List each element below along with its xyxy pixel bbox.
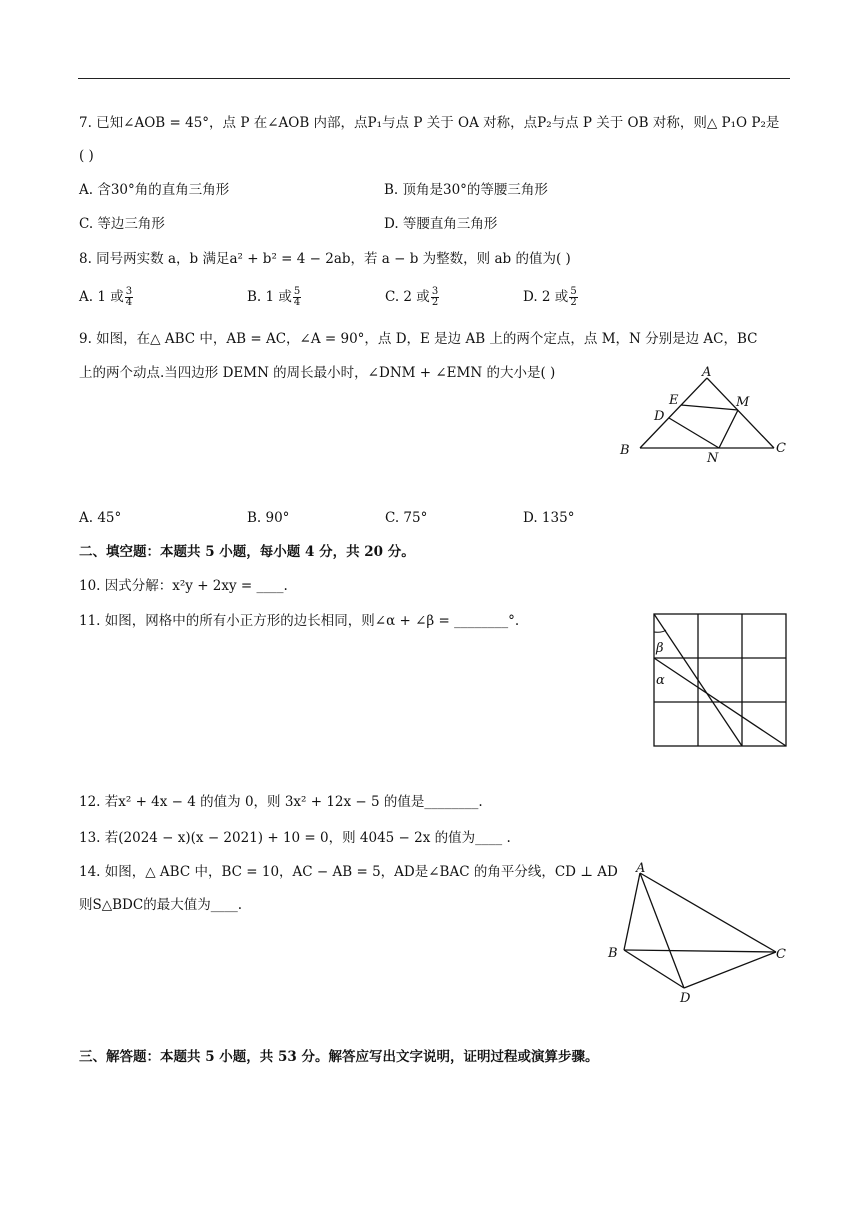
q9-option-b[interactable]: B. 90° <box>247 510 290 526</box>
q8-option-b-prefix: B. 1 或 <box>247 289 292 305</box>
q9-stem-line2: 上的两个动点.当四边形 DEMN 的周长最小时，∠DNM + ∠EMN 的大小是( ) <box>79 365 556 381</box>
q7-answer-bracket: ( ) <box>79 148 94 164</box>
q8-option-d[interactable] <box>523 287 579 308</box>
q14-stem-line1: 14. 如图，△ ABC 中，BC = 10，AC − AB = 5，AD是∠BAC 的角平分线，CD ⊥ AD <box>79 864 618 880</box>
fraction-numerator: 5 <box>570 286 577 297</box>
q7-option-a[interactable]: A. 含30°角的直角三角形 <box>79 182 230 198</box>
label-D: D <box>680 991 691 1006</box>
label-B: B <box>608 946 618 961</box>
q8-option-a[interactable] <box>79 287 134 308</box>
q8-option-b-fraction <box>293 287 301 308</box>
label-D: D <box>654 409 665 424</box>
q9-option-a[interactable]: A. 45° <box>79 510 122 526</box>
q8-option-d-fraction <box>569 287 577 308</box>
label-M: M <box>736 395 750 410</box>
fraction-denominator: 2 <box>570 297 577 308</box>
q7-option-b[interactable]: B. 顶角是30°的等腰三角形 <box>384 182 548 198</box>
q8-option-c[interactable] <box>385 287 440 308</box>
q7-option-c[interactable]: C. 等边三角形 <box>79 216 165 232</box>
q8-option-b[interactable] <box>247 287 302 308</box>
label-A: A <box>702 365 712 380</box>
q14-triangle-figure <box>600 860 795 1010</box>
q9-triangle-figure <box>612 362 797 467</box>
q9-option-d[interactable]: D. 135° <box>523 510 575 526</box>
fraction-denominator: 2 <box>431 297 439 308</box>
q8-option-a-fraction <box>125 287 133 308</box>
fraction-numerator: 3 <box>431 286 439 297</box>
label-C: C <box>776 947 786 962</box>
section-solve-title: 三、解答题：本题共 5 小题，共 53 分。解答应写出文字说明，证明过程或演算步骤。 <box>79 1049 599 1065</box>
q7-stem: 7. 已知∠AOB = 45°，点 P 在∠AOB 内部，点P₁与点 P 关于 OA 对称，点P₂与点 P 关于 OB 对称，则△ P₁O P₂是 <box>79 115 780 131</box>
header-rule <box>78 78 790 79</box>
q9-option-c[interactable]: C. 75° <box>385 510 428 526</box>
q14-stem-line2: 则S△BDC的最大值为____. <box>79 897 242 913</box>
q11-grid-figure <box>652 612 790 748</box>
label-B: B <box>620 443 630 458</box>
label-C: C <box>776 441 786 456</box>
q8-stem: 8. 同号两实数 a，b 满足a² + b² = 4 − 2ab，若 a − b 为整数，则 ab 的值为( ) <box>79 251 571 267</box>
q8-option-d-prefix: D. 2 或 <box>523 289 569 305</box>
q12-stem: 12. 若x² + 4x − 4 的值为 0，则 3x² + 12x − 5 的值是________. <box>79 794 483 810</box>
fraction-denominator: 4 <box>293 297 301 308</box>
fraction-denominator: 4 <box>125 297 133 308</box>
label-E: E <box>669 393 679 408</box>
q10-stem: 10. 因式分解：x²y + 2xy = ____. <box>79 578 288 594</box>
q11-stem: 11. 如图，网格中的所有小正方形的边长相同，则∠α + ∠β = ________°. <box>79 613 520 629</box>
fraction-numerator: 5 <box>293 286 301 297</box>
label-N: N <box>707 451 719 466</box>
q8-option-a-prefix: A. 1 或 <box>79 289 124 305</box>
q7-option-d[interactable]: D. 等腰直角三角形 <box>384 216 498 232</box>
q9-stem-line1: 9. 如图，在△ ABC 中，AB = AC，∠A = 90°，点 D，E 是边 AB 上的两个定点，点 M，N 分别是边 AC，BC <box>79 331 758 347</box>
section-fill-in-title: 二、填空题：本题共 5 小题，每小题 4 分，共 20 分。 <box>79 544 415 560</box>
q8-option-c-fraction <box>431 287 439 308</box>
q13-stem: 13. 若(2024 − x)(x − 2021) + 10 = 0，则 4045 − 2x 的值为____ . <box>79 830 511 846</box>
label-alpha: α <box>656 673 665 688</box>
fraction-numerator: 3 <box>125 286 133 297</box>
label-beta: β <box>656 641 664 656</box>
q8-option-c-prefix: C. 2 或 <box>385 289 430 305</box>
label-A: A <box>636 861 646 876</box>
